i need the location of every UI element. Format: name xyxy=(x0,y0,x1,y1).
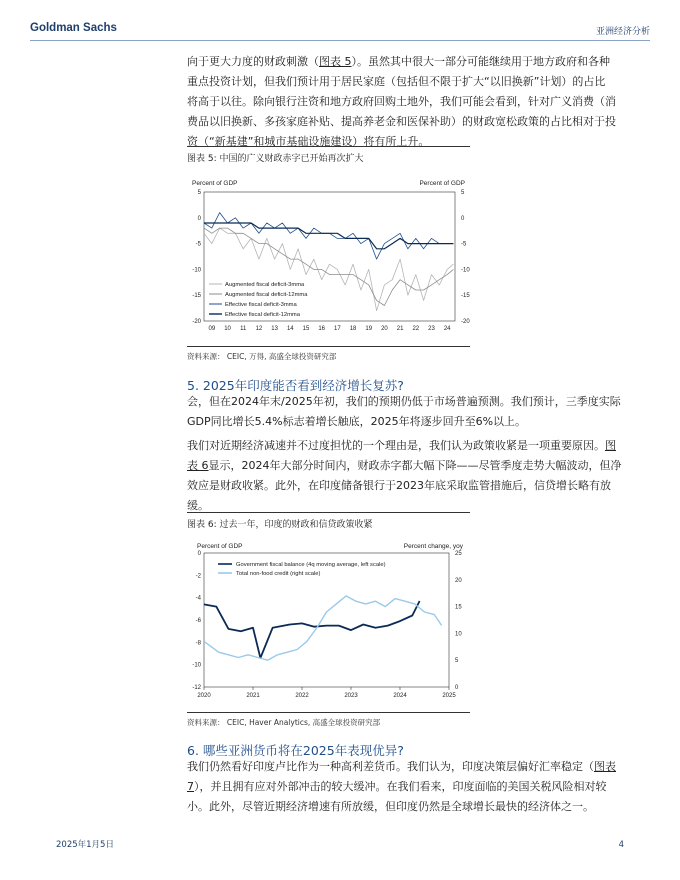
footer-page-number: 4 xyxy=(618,840,624,850)
fig5-left-tick-label: 0 xyxy=(197,215,201,222)
fig5-x-tick-label: 09 xyxy=(208,326,216,332)
section-5-heading: 5. 2025年印度能否看到经济增长复苏? xyxy=(187,378,404,393)
fig5-left-tick-label: -10 xyxy=(192,267,201,274)
fig5-right-tick-label: 5 xyxy=(461,190,465,196)
figure-7-link-end[interactable]: 7 xyxy=(187,780,194,793)
fig6-right-tick-label: 20 xyxy=(455,577,462,584)
fig5-legend-label: Effective fiscal deficit-3mma xyxy=(225,302,297,308)
fig5-x-tick-label: 21 xyxy=(396,326,404,332)
fig5-right-axis-label: Percent of GDP xyxy=(419,180,465,187)
fig6-x-tick-label: 2021 xyxy=(246,693,260,699)
fig6-x-tick-label: 2020 xyxy=(197,693,211,699)
brand-logo: Goldman Sachs xyxy=(30,22,117,34)
fig5-left-tick-label: 5 xyxy=(197,190,201,196)
fig5-left-axis-label: Percent of GDP xyxy=(192,180,238,187)
fig5-left-tick-label: -20 xyxy=(192,319,201,325)
fig5-x-tick-label: 23 xyxy=(428,326,435,332)
fig6-left-tick-label: 0 xyxy=(197,551,201,557)
fig5-x-tick-label: 24 xyxy=(443,326,451,332)
fig5-x-tick-label: 11 xyxy=(240,326,247,332)
fig6-left-tick-label: -8 xyxy=(195,640,201,647)
fig5-legend-label: Augmented fiscal deficit-12mma xyxy=(225,292,308,298)
figure-5-link[interactable]: 图表 5 xyxy=(319,55,352,68)
fig6-left-tick-label: -4 xyxy=(195,595,201,602)
fig5-left-tick-label: -15 xyxy=(192,293,201,300)
fig5-x-tick-label: 13 xyxy=(271,326,278,332)
page-header xyxy=(30,18,650,41)
intro-paragraph: 向于更大力度的财政刺激（图表 5）。虽然其中很大一部分可能继续用于地方政府和各种 重点投资计划，但我们预计用于居民家庭（包括但不限于扩大“以旧换新”计划）的占比 将高于以往。除向银行注资和地方政府回购土地外，我们可能会看到，针对广义消费（消 费品以旧换新、多孩家庭补贴、提高养老金和医保补助）的财政宽松政策的占比相对于投 资（“新基建”和城市基础设施建设）将有所上升。 xyxy=(187,55,616,148)
figure-6-title: 图表 6: 过去一年，印度的财政和信贷政策收紧 xyxy=(187,512,470,530)
fig5-series-line xyxy=(204,213,453,260)
fig5-x-tick-label: 19 xyxy=(365,326,373,332)
figure-6-chart xyxy=(187,538,470,708)
fig6-left-tick-label: -12 xyxy=(192,685,201,691)
fig5-legend-label: Effective fiscal deficit-12mma xyxy=(225,312,300,318)
fig5-right-tick-label: 0 xyxy=(461,215,465,222)
fig6-left-axis-label: Percent of GDP xyxy=(197,543,243,550)
figure-6-link-start[interactable]: 图 xyxy=(605,439,616,452)
fig5-legend-label: Augmented fiscal deficit-3mma xyxy=(225,282,305,288)
fig6-legend-label: Government fiscal balance (4q moving average, left scale) xyxy=(236,562,386,568)
figure-5-title: 图表 5: 中国的广义财政赤字已开始再次扩大 xyxy=(187,146,470,164)
fig5-series-line xyxy=(204,228,453,311)
fig6-x-tick-label: 2024 xyxy=(393,693,407,699)
footer-date: 2025年1月5日 xyxy=(56,840,114,850)
fig5-right-tick-label: -20 xyxy=(461,319,470,325)
figure-5-source: 资料来源： CEIC, 万得, 高盛全球投资研究部 xyxy=(187,346,470,362)
fig5-right-tick-label: -10 xyxy=(461,267,470,274)
fig6-x-tick-label: 2025 xyxy=(442,693,456,699)
fig6-left-tick-label: -10 xyxy=(192,662,201,669)
fig5-x-tick-label: 18 xyxy=(349,326,357,332)
fig6-legend-label: Total non-food credit (right scale) xyxy=(236,571,321,577)
fig5-x-tick-label: 10 xyxy=(224,326,231,332)
figure-6-source: 资料来源： CEIC, Haver Analytics, 高盛全球投资研究部 xyxy=(187,712,470,728)
fig5-x-tick-label: 22 xyxy=(412,326,420,332)
fig6-x-tick-label: 2023 xyxy=(344,693,358,699)
fig5-x-tick-label: 15 xyxy=(302,326,310,332)
fig5-left-tick-label: -5 xyxy=(195,241,201,248)
fig6-right-tick-label: 25 xyxy=(455,551,462,557)
fig6-right-tick-label: 15 xyxy=(455,604,462,611)
fig5-x-tick-label: 12 xyxy=(255,326,263,332)
fig5-x-tick-label: 16 xyxy=(318,326,325,332)
section-title: 亚洲经济分析 xyxy=(595,27,650,37)
fig6-left-tick-label: -6 xyxy=(195,618,201,624)
section-6-paragraph: 我们仍然看好印度卢比作为一种高利差货币。我们认为，印度决策层偏好汇率稳定（图表 7），并且拥有应对外部冲击的较大缓冲。在我们看来，印度面临的美国关税风险相对较 小。此外，尽管近期经济增速有所放缓，但印度仍然是全球增长最快的经济体之一。 xyxy=(187,760,616,813)
fig6-right-tick-label: 0 xyxy=(455,685,459,691)
fig5-x-tick-label: 14 xyxy=(286,326,294,332)
fig6-right-tick-label: 5 xyxy=(455,658,459,665)
fig6-series-line xyxy=(204,601,420,658)
fig6-right-tick-label: 10 xyxy=(455,631,462,638)
section-5-paragraph-1: 会，但在2024年末/2025年初，我们的预期仍低于市场普遍预测。我们预计，三季度实际 GDP同比增长5.4%标志着增长触底，2025年将逐步回升至6%以上。 xyxy=(187,395,621,428)
fig5-right-tick-label: -5 xyxy=(461,241,467,248)
fig5-right-tick-label: -15 xyxy=(461,293,470,300)
section-5-paragraph-2: 我们对近期经济减速并不过度担忧的一个理由是，我们认为政策收紧是一项重要原因。图 表 6显示，2024年大部分时间内，财政赤字都大幅下降——尽管季度走势大幅波动，但净 效应是财政收紧。此外，在印度储备银行于2023年底采取监管措施后，信贷增长略有放 缓。 xyxy=(187,439,622,512)
figure-5-chart xyxy=(187,173,470,343)
figure-7-link-start[interactable]: 图表 xyxy=(594,760,616,773)
fig6-series-line xyxy=(204,596,442,660)
figure-6-link-end[interactable]: 表 6 xyxy=(187,459,209,472)
fig6-x-tick-label: 2022 xyxy=(295,693,309,699)
fig6-left-tick-label: -2 xyxy=(195,573,201,580)
fig5-x-tick-label: 20 xyxy=(381,326,388,332)
fig6-right-axis-label: Percent change, yoy xyxy=(403,543,463,550)
section-6-heading: 6. 哪些亚洲货币将在2025年表现优异? xyxy=(187,743,404,758)
fig5-x-tick-label: 17 xyxy=(334,326,341,332)
